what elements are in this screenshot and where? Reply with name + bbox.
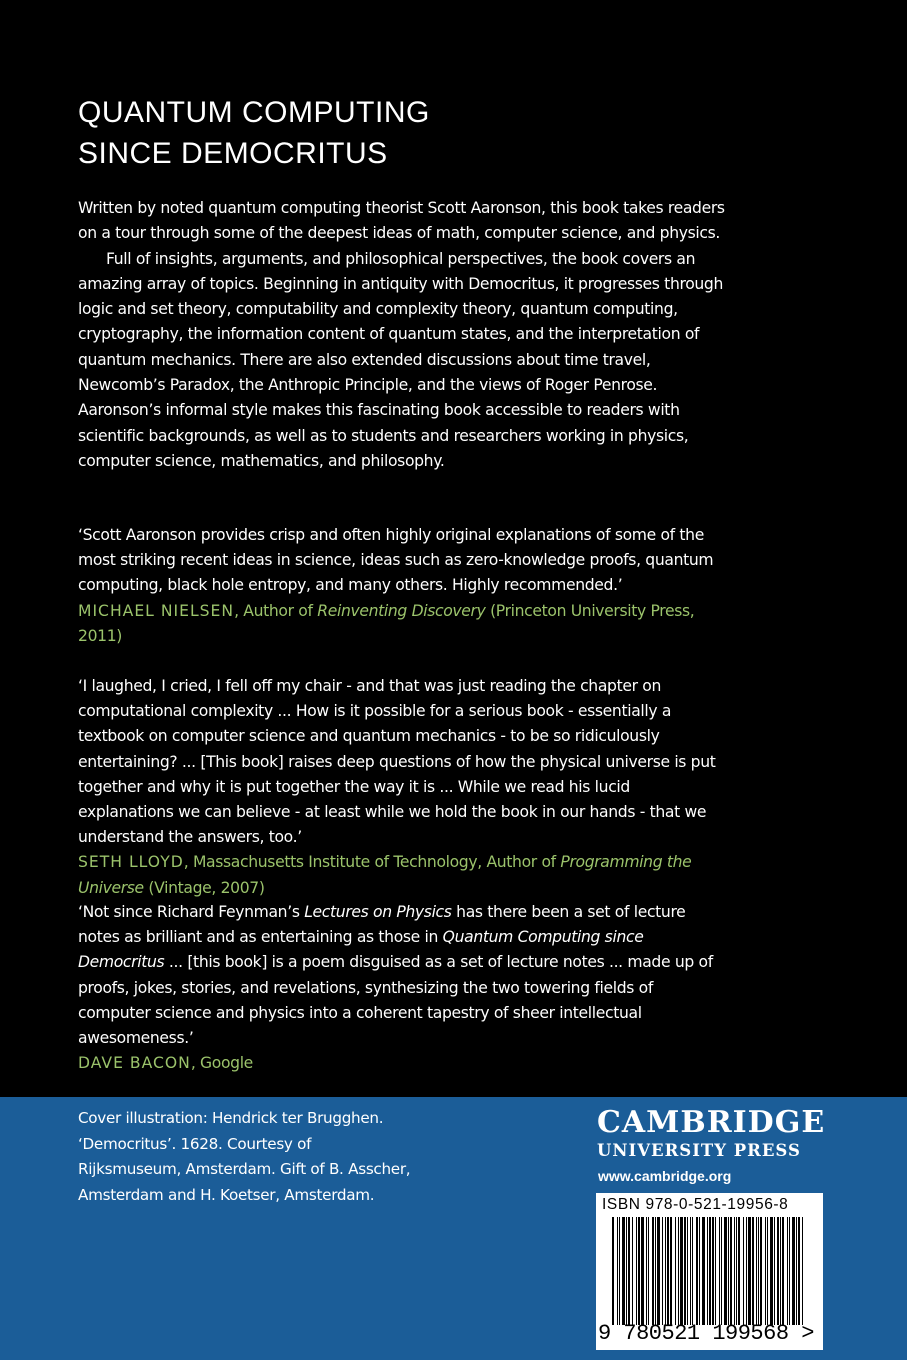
- description-paragraph-2: Full of insights, arguments, and philosophical perspectives, the book covers an amazing array of topics. Beginning in antiquity with Democritus, it progresses through logic and set theory, computability and complexity theory, quantum computing, cryptography, the information content of quantum states, and the interpretation of quantum mechanics. There are also extended discussions about time travel, Newcomb’s Paradox, the Anthropic Principle, and the views of Roger Penrose. Aaronson’s informal style makes this fascinating book accessible to readers with scientific backgrounds, as well as to students and researchers working in physics, computer science, mathematics, and philosophy.: [78, 249, 724, 470]
- barcode-bar: [655, 1217, 656, 1325]
- barcode-bar: [619, 1217, 620, 1325]
- barcode-bar: [796, 1217, 797, 1325]
- title-line-1: QUANTUM COMPUTING: [78, 96, 430, 129]
- barcode-bar: [798, 1217, 800, 1325]
- endorsement-text-part: ‘Not since Richard Feynman’s: [78, 903, 305, 921]
- barcode-bar: [692, 1217, 693, 1325]
- barcode-bar: [746, 1217, 747, 1325]
- barcode-bar: [680, 1217, 683, 1325]
- barcode-bar: [789, 1217, 790, 1325]
- endorsement-attribution: [78, 599, 728, 649]
- cover-illustration-credit: Cover illustration: Hendrick ter Brugghen. ‘Democritus’. 1628. Courtesy of Rijksmuseum, Amsterdam. Gift of B. Asscher, Amsterdam and H. Koetser, Amsterdam.: [78, 1109, 411, 1204]
- endorsement-nielsen: [78, 523, 728, 649]
- barcode-bar: [648, 1217, 649, 1325]
- isbn-number: ISBN 978-0-521-19956-8: [602, 1196, 789, 1213]
- barcode-bar: [712, 1217, 714, 1325]
- barcode-bar: [760, 1217, 762, 1325]
- barcode-bar: [787, 1217, 788, 1325]
- endorsement-attribution: [78, 1051, 728, 1076]
- barcode-bar: [690, 1217, 691, 1325]
- endorsement-text: ‘Scott Aaronson provides crisp and often highly original explanations of some of the most striking recent ideas in science, ideas such as zero-knowledge proofs, quantum computing, black hole entropy, and many others. Highly recommended.’: [78, 526, 714, 595]
- publisher-name: CAMBRIDGE: [597, 1105, 826, 1140]
- barcode-bar: [684, 1217, 686, 1325]
- barcode-bar: [675, 1217, 676, 1325]
- endorser-role: , Google: [190, 1054, 253, 1073]
- barcode-bar: [678, 1217, 679, 1325]
- barcode-bar: [652, 1217, 654, 1325]
- publisher-logo: [597, 1106, 837, 1162]
- endorser-publisher: (Princeton University Press, 2011): [78, 601, 695, 645]
- barcode-bar: [780, 1217, 781, 1325]
- barcode-bar: [628, 1217, 630, 1325]
- barcode-bar: [730, 1217, 732, 1325]
- barcode-bar: [792, 1217, 795, 1325]
- barcode-panel: [596, 1193, 823, 1350]
- barcode-bar: [738, 1217, 740, 1325]
- endorsement-text-part: has there been a set of lecture notes as brilliant and as entertaining as those in: [78, 903, 686, 947]
- endorser-name: SETH LLOYD: [78, 853, 184, 872]
- publisher-press: UNIVERSITY PRESS: [597, 1141, 801, 1160]
- barcode-bar: [767, 1217, 768, 1325]
- barcode-bar: [782, 1217, 784, 1325]
- barcode-bar: [670, 1217, 672, 1325]
- endorsement-text: ‘I laughed, I cried, I fell off my chair - and that was just reading the chapter on computational complexity ... How is it possible for a serious book - essentially a textbook on computer science and quantum mechanics - to be so ridiculously entertaining? ... [This book] raises deep questions of how the physical universe is put together and why it is put together the way it is ... While we read his lucid explanations we can believe - at least while we hold the book in our hands - that we understand the answers, too.’: [78, 677, 716, 847]
- description-paragraph-1: Written by noted quantum computing theorist Scott Aaronson, this book takes readers on a tour through some of the deepest ideas of math, computer science, and physics.: [78, 199, 725, 243]
- barcode-bar: [702, 1217, 705, 1325]
- barcode-bar: [709, 1217, 711, 1325]
- endorser-role: , Massachusetts Institute of Technology, Author of: [183, 853, 561, 872]
- ean-digits: 9 780521 199568 >: [598, 1321, 814, 1346]
- barcode-bar: [699, 1217, 700, 1325]
- barcode-bar: [748, 1217, 751, 1325]
- barcode-bar: [743, 1217, 744, 1325]
- barcode-bar: [626, 1217, 627, 1325]
- barcode-bar: [667, 1217, 669, 1325]
- barcode-bar: [646, 1217, 647, 1325]
- barcode-bar: [696, 1217, 698, 1325]
- endorser-name: MICHAEL NIELSEN: [78, 601, 235, 620]
- title-line-2: SINCE DEMOCRITUS: [78, 137, 388, 170]
- endorsement-bacon: [78, 900, 728, 1076]
- barcode-bar: [770, 1217, 773, 1325]
- barcode-bar: [715, 1217, 716, 1325]
- barcode-bar: [707, 1217, 708, 1325]
- barcode-bar: [719, 1217, 720, 1325]
- barcode-bar: [774, 1217, 775, 1325]
- barcode-bar: [728, 1217, 729, 1325]
- barcode-bar: [617, 1217, 618, 1325]
- endorser-work: Reinventing Discovery: [317, 601, 486, 620]
- barcode-bar: [687, 1217, 688, 1325]
- endorser-name: DAVE BACON: [78, 1054, 191, 1073]
- barcode-bar: [641, 1217, 644, 1325]
- publisher-url[interactable]: www.cambridge.org: [598, 1168, 732, 1184]
- barcode-bar: [622, 1217, 625, 1325]
- barcode-bar: [638, 1217, 640, 1325]
- barcode-bar: [657, 1217, 660, 1325]
- barcode-bar: [736, 1217, 737, 1325]
- barcode-bar: [756, 1217, 757, 1325]
- barcode-bar: [721, 1217, 722, 1325]
- barcode-bar: [662, 1217, 663, 1325]
- endorser-work: Programming the Universe: [78, 853, 692, 897]
- barcode-bar: [734, 1217, 735, 1325]
- barcode-bar: [752, 1217, 754, 1325]
- barcode-bar: [802, 1217, 803, 1325]
- book-title: [78, 92, 778, 174]
- endorsement-text-part: ... [this book] is a poem disguised as a set of lecture notes ... made up of proofs, jokes, stories, and revelations, synthesizing the two towering fields of computer science and physics into a coherent tapestry of sheer intellectual awesomeness.’: [78, 953, 713, 1048]
- barcode-bar: [777, 1217, 779, 1325]
- barcode-bar: [765, 1217, 766, 1325]
- barcode-bar: [632, 1217, 633, 1325]
- endorsement-attribution: [78, 850, 728, 900]
- barcode-bar: [612, 1217, 614, 1325]
- endorsement-text: [78, 900, 728, 1051]
- endorser-publisher: (Vintage, 2007): [143, 878, 265, 897]
- barcode-bar: [724, 1217, 727, 1325]
- barcode-bar: [758, 1217, 759, 1325]
- book-description: [78, 196, 728, 474]
- cited-work: Lectures on Physics: [304, 903, 452, 921]
- cited-work: Quantum Computing since Democritus: [78, 928, 644, 972]
- barcode-bar: [665, 1217, 666, 1325]
- barcode-icon: [612, 1217, 808, 1329]
- barcode-bar: [636, 1217, 637, 1325]
- endorsement-lloyd: [78, 674, 728, 901]
- endorser-role: , Author of: [234, 601, 318, 620]
